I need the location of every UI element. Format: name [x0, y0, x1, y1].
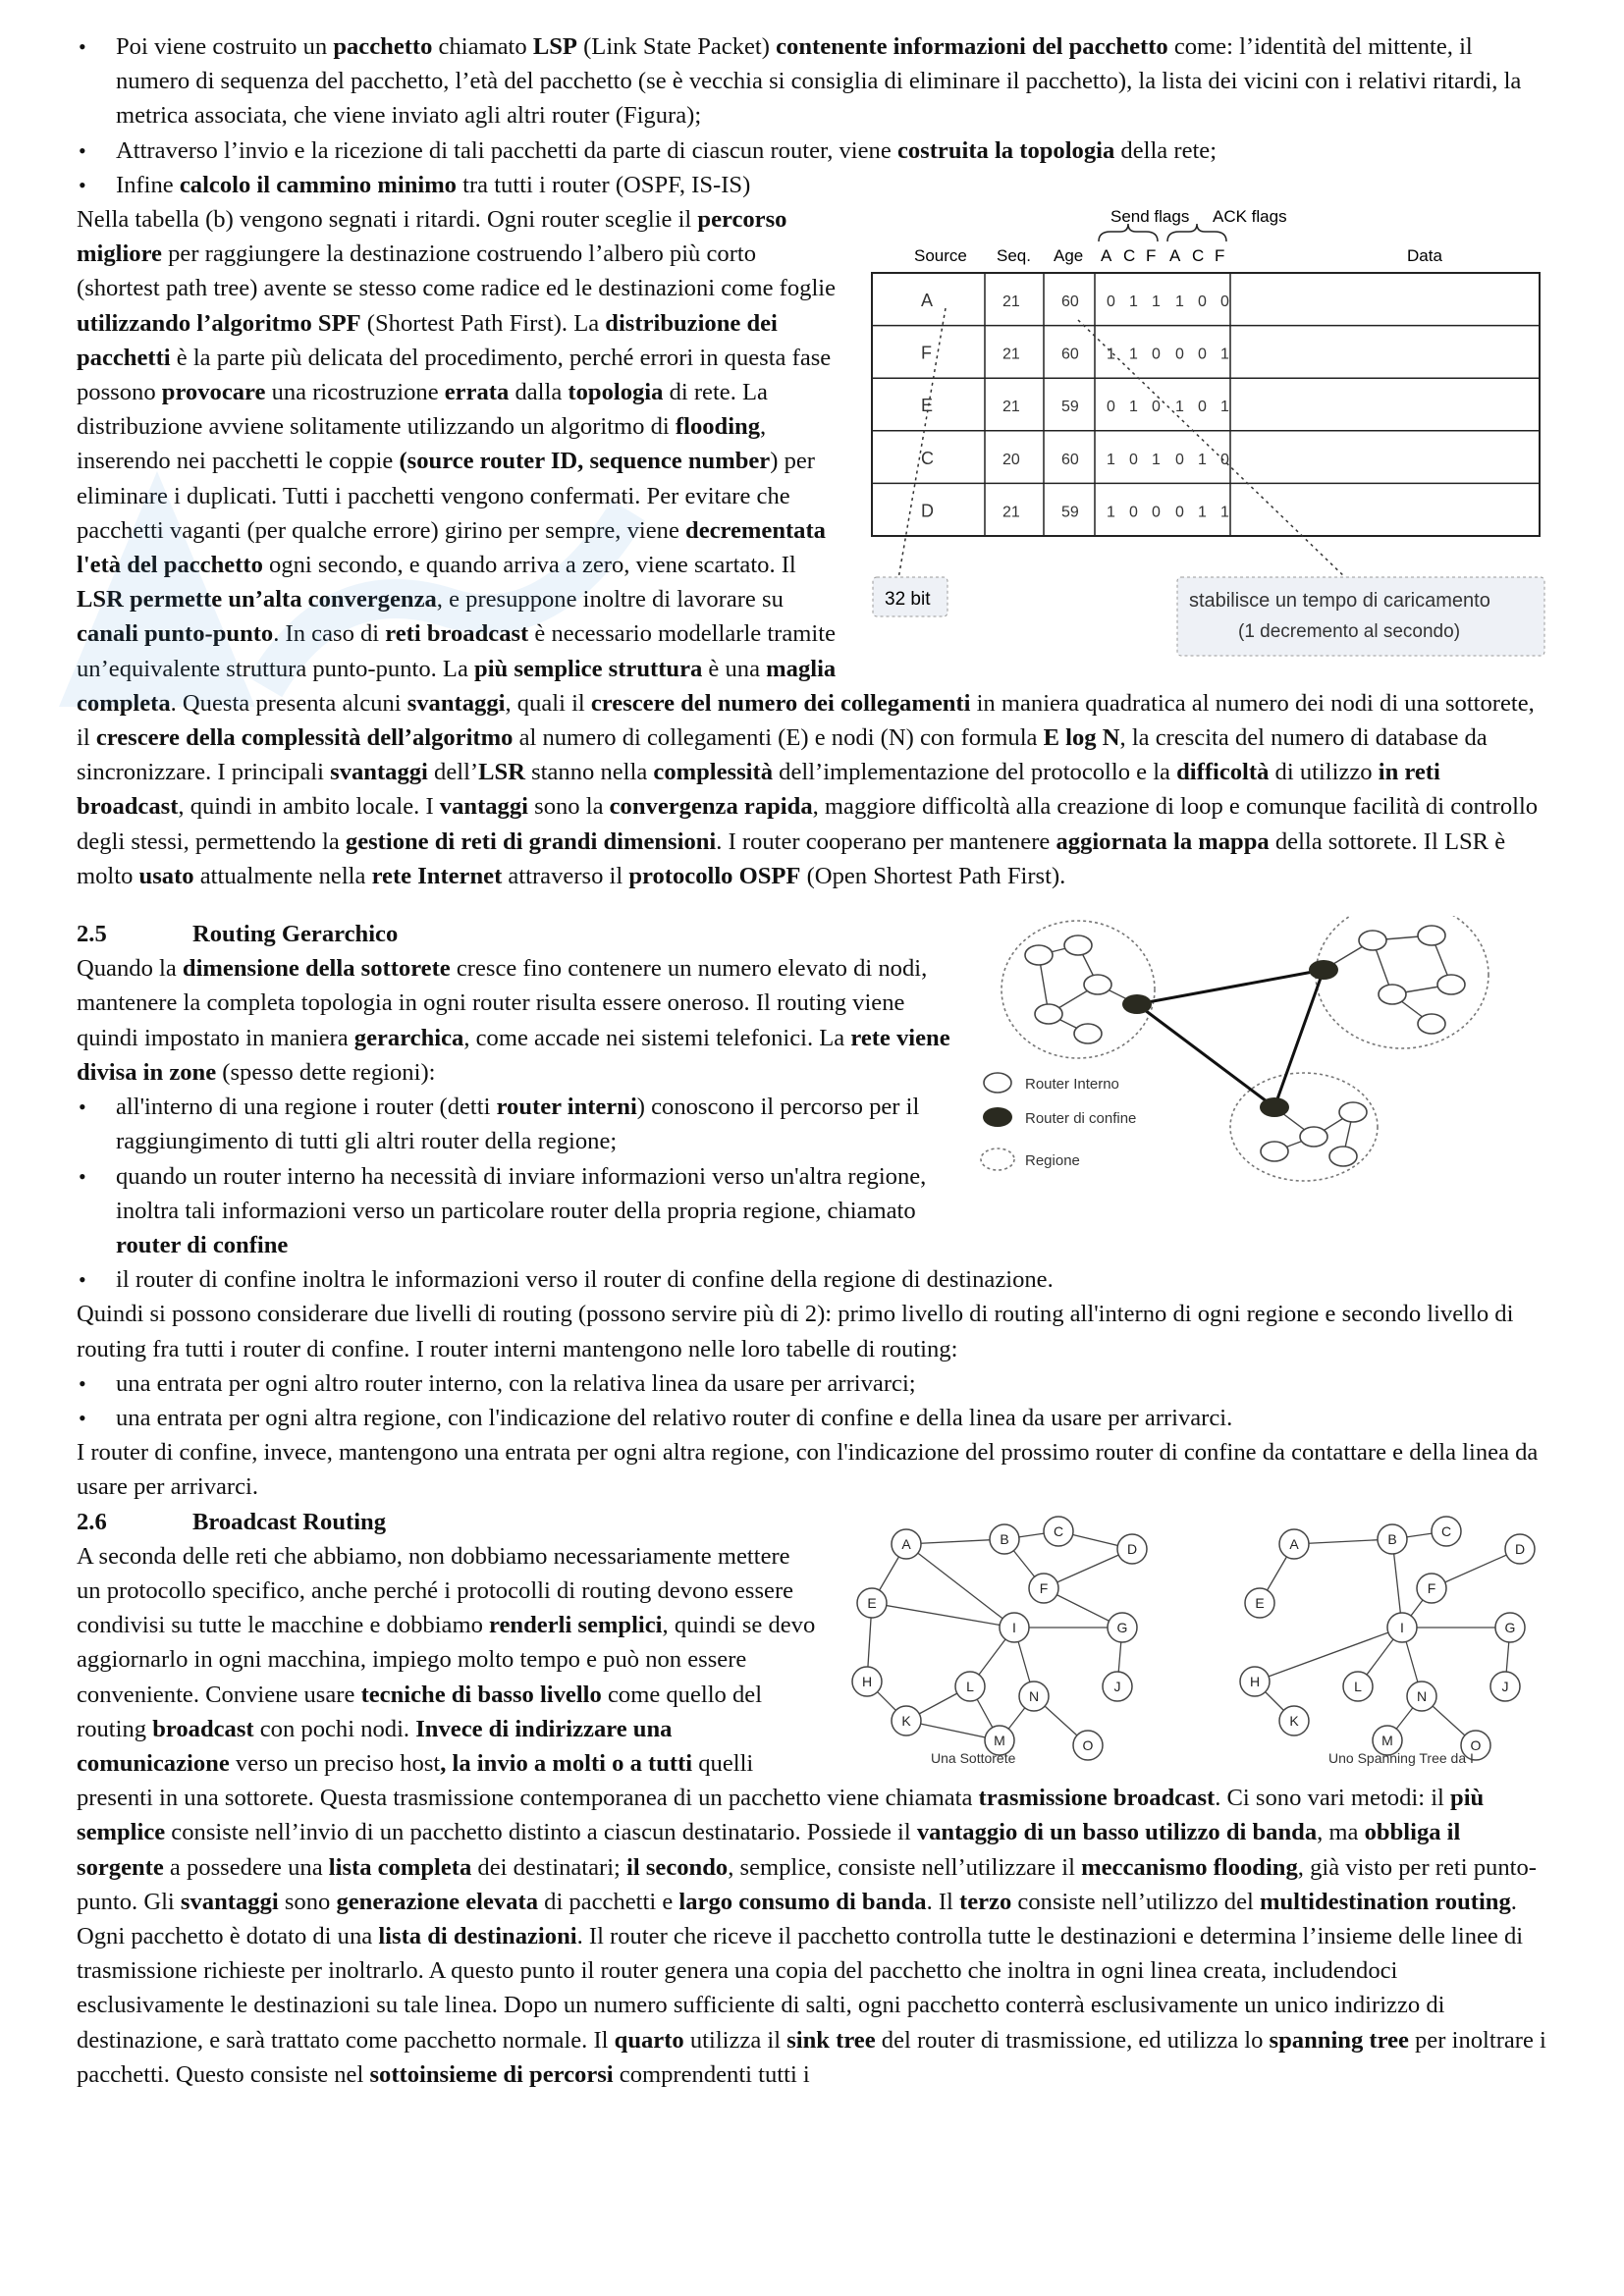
graph-node-label: K: [1289, 1712, 1299, 1729]
text-run: ogni secondo, e quando arriva a zero, viene scartato. Il: [262, 552, 796, 579]
graph-node-label: J: [1501, 1678, 1509, 1694]
text-run: come: l’identità del mittente, il numero di sequenza del pacchetto, l’età del pacchetto (se è vecchia si consiglia di eliminare il pacchetto), la lista dei vicini con i relativi ritardi, la metrica associata, che viene inviato agli altri router (Figura);: [116, 33, 1522, 130]
bold-run: rete Internet: [371, 862, 503, 889]
text-run: . Ci sono vari metodi: il: [1215, 1785, 1451, 1812]
bold-run: router di confine: [116, 1231, 289, 1258]
bold-run: canali punto-punto: [77, 620, 274, 648]
bold-run: tecniche di basso livello: [360, 1681, 602, 1708]
graph-node-label: F: [1039, 1579, 1049, 1596]
header-age: Age: [1054, 246, 1084, 266]
text-run: consiste nell’utilizzo del: [1011, 1888, 1260, 1915]
text-run: attualmente nella: [193, 862, 372, 889]
bold-run: complessità: [653, 759, 773, 786]
header-seq: Seq.: [997, 246, 1031, 266]
bold-run: costruita la topologia: [896, 136, 1115, 164]
text-run: all'interno di una regione i router (detti: [116, 1094, 497, 1121]
text-run: della sottorete. Il LSR è molto: [77, 828, 1506, 889]
bold-run: svantaggi: [406, 689, 506, 717]
table-cell: 0: [1129, 451, 1138, 468]
table-row: [872, 378, 1540, 415]
table-cell: 60: [1061, 346, 1079, 363]
table-cell: 0: [1198, 346, 1207, 363]
bold-run: maglia completa: [77, 655, 837, 717]
list-item: [77, 1262, 1549, 1297]
table-cell: 1: [1198, 451, 1207, 468]
lsp-table-body: [872, 273, 1540, 536]
text-run: A seconda delle reti che abbiamo, non dobbiamo necessariamente mettere un protocollo specifico, anche perché i protocolli di routing devono essere condivisi su tutte le macchine e dobbiamo: [77, 1542, 794, 1639]
caption-sottorete: Una Sottorete: [931, 1749, 1016, 1766]
table-cell: 21: [1002, 399, 1020, 416]
table-cell: 0: [1107, 399, 1115, 416]
table-cell: F: [921, 343, 932, 363]
bold-run: meccanismo flooding: [1081, 1853, 1298, 1881]
bold-run: router interni: [496, 1094, 637, 1121]
header-data: Data: [1407, 246, 1442, 266]
text-run: del router di trasmissione, ed utilizza lo: [875, 2026, 1270, 2054]
text-run: , quindi se devo aggiornarlo in ogni macchina, impiego molto tempo e può non essere conveniente. Conviene usare: [77, 1612, 816, 1708]
graph-node-label: N: [1416, 1687, 1428, 1704]
table-cell: 21: [1002, 346, 1020, 363]
bold-run: convergenza rapida: [609, 793, 813, 821]
table-cell: 0: [1198, 399, 1207, 416]
text-run: ) conoscono il percorso per il raggiungimento di tutti gli altri router della regione;: [116, 1094, 920, 1155]
text-run: . Questa presenta alcuni: [170, 689, 407, 717]
text-run: , la crescita del numero di database da sincronizzare. I principali: [77, 724, 1488, 786]
graph-node-label: B: [1387, 1530, 1397, 1547]
text-run: con pochi nodi.: [253, 1715, 416, 1742]
text-run: Nella tabella (b) vengono segnati i ritardi. Ogni router sceglie il: [77, 206, 698, 234]
bold-run: il secondo: [626, 1853, 729, 1881]
text-run: , ma: [1317, 1819, 1365, 1846]
header-send-a: A: [1101, 246, 1112, 266]
table-row: [872, 431, 1540, 468]
text-run: tra tutti i router (OSPF, IS-IS): [456, 171, 751, 198]
table-cell: 0: [1220, 451, 1229, 468]
text-run: di utilizzo: [1269, 759, 1379, 786]
text-run: dalla: [509, 379, 568, 406]
section-2-5-table-list: [77, 1366, 1549, 1435]
bold-run: vantaggi: [439, 793, 528, 821]
bold-run: crescere del numero dei collegamenti: [590, 689, 971, 717]
bold-run: gerarchica: [353, 1024, 464, 1051]
bold-run: largo consumo di banda: [678, 1888, 927, 1915]
graph-node-label: H: [861, 1673, 873, 1689]
bold-run: pacchetto: [333, 33, 433, 60]
document-page: [77, 29, 1549, 2092]
text-run: (Shortest Path First). La: [360, 309, 606, 337]
header-send-c: C: [1123, 246, 1136, 266]
bold-run: topologia: [568, 379, 664, 406]
text-run: (Link State Packet): [576, 33, 777, 60]
graph-node-label: I: [1400, 1619, 1404, 1635]
table-cell: A: [921, 291, 934, 311]
bold-run: in reti broadcast: [77, 759, 1440, 821]
text-run: consiste nell’invio di un pacchetto distinto a ciascun destinatario. Possiede il: [165, 1819, 917, 1846]
table-cell: 1: [1129, 399, 1138, 416]
legend-router-confine: Router di confine: [1025, 1110, 1137, 1128]
bold-run: percorso migliore: [77, 206, 787, 268]
graph-node-label: L: [1354, 1678, 1362, 1694]
text-run: verso un preciso host: [229, 1749, 441, 1777]
table-cell: 1: [1175, 399, 1184, 416]
text-run: comprendenti tutti i: [613, 2060, 810, 2088]
bold-run: dimensione della sottorete: [182, 955, 451, 983]
text-run: Poi viene costruito un: [116, 33, 334, 60]
bold-run: svantaggi: [180, 1888, 279, 1915]
graph-node-label: G: [1504, 1619, 1516, 1635]
bold-run: crescere della complessità dell’algoritmo: [95, 724, 514, 752]
table-cell: 21: [1002, 294, 1020, 311]
bold-run: quarto: [614, 2026, 684, 2054]
graph-node-label: J: [1113, 1678, 1121, 1694]
table-cell: 21: [1002, 504, 1020, 521]
table-cell: 1: [1198, 504, 1207, 521]
text-run: , maggiore difficoltà alla creazione di loop e comunque facilità di controllo degli stessi, permettendo la: [77, 793, 1539, 855]
bold-run: più semplice: [77, 1785, 1485, 1846]
bold-run: broadcast: [152, 1715, 254, 1742]
text-run: cresce fino contenere un numero elevato di nodi, mantenere la completa topologia in ogni router risulta essere oneroso. Il routing viene quindi impostato in maniera: [77, 955, 928, 1051]
header-source: Source: [914, 246, 967, 266]
section-title: Routing Gerarchico: [192, 921, 399, 948]
header-ack-a: A: [1169, 246, 1181, 266]
text-run: (Open Shortest Path First).: [800, 862, 1066, 889]
graph-edge: [872, 1603, 1014, 1628]
graph-node-label: A: [1289, 1535, 1299, 1552]
text-run: . Il: [926, 1888, 960, 1915]
graph-node-label: B: [1000, 1530, 1009, 1547]
graph-node-label: D: [1126, 1540, 1138, 1557]
graph-node-label: E: [867, 1594, 877, 1611]
text-run: stanno nella: [524, 759, 654, 786]
text-run: a possedere una: [163, 1853, 329, 1881]
graph-node-label: M: [994, 1732, 1005, 1748]
graph-node-label: O: [1082, 1736, 1094, 1753]
text-run: una ricostruzione: [265, 379, 445, 406]
table-cell: 0: [1175, 504, 1184, 521]
text-run: della rete;: [1114, 136, 1218, 164]
table-cell: 1: [1107, 504, 1115, 521]
text-run: per inoltrare i pacchetti. Questo consiste nel: [77, 2026, 1546, 2088]
list-item: [77, 29, 1549, 133]
table-cell: 1: [1129, 346, 1138, 363]
note-caricamento: stabilisce un tempo di caricamento: [1189, 590, 1490, 613]
table-row: [921, 291, 1229, 310]
table-cell: 59: [1061, 504, 1079, 521]
table-row: [872, 326, 1540, 363]
text-run: per raggiungere la destinazione costruendo l’albero più corto (shortest path tree) avente se stesso come radice ed le destinazioni come foglie: [77, 240, 837, 302]
bold-run: Invece di indirizzare una comunicazione: [77, 1715, 673, 1777]
text-run: è una: [702, 655, 767, 682]
section-number: 2.5: [77, 921, 107, 948]
section-title: Broadcast Routing: [192, 1508, 387, 1535]
table-cell: 0: [1152, 399, 1161, 416]
ack-flags-label: ACK flags: [1213, 207, 1287, 227]
section-number: 2.6: [77, 1508, 107, 1535]
graph-node-label: G: [1116, 1619, 1128, 1635]
table-cell: 0: [1129, 504, 1138, 521]
bold-run: sink tree: [786, 2026, 876, 2054]
header-ack-f: F: [1215, 246, 1225, 266]
table-cell: 20: [1002, 451, 1020, 468]
text-run: . In caso di: [273, 620, 386, 648]
graph-node-label: E: [1255, 1594, 1265, 1611]
bold-run: multidestination routing: [1259, 1888, 1511, 1915]
text-run: . Ogni pacchetto è dotato di una: [77, 1888, 1517, 1949]
text-run: , e presuppone inoltre di lavorare su: [436, 586, 784, 614]
bold-run: E log N: [1043, 724, 1120, 752]
graph-edge: [1255, 1628, 1402, 1682]
section-2-5-list: [77, 1090, 1549, 1297]
text-run: dell’: [427, 759, 479, 786]
bold-run: trasmissione broadcast: [978, 1785, 1216, 1812]
table-cell: 0: [1220, 294, 1229, 311]
list-item: • una entrata per ogni altro router interno, con la relativa linea da usare per arrivarci;: [77, 1366, 1549, 1401]
bold-run: distribuzione dei pacchetti: [77, 309, 778, 371]
bold-run: sottoinsieme di percorsi: [369, 2060, 614, 2088]
bold-run: più semplice struttura: [474, 655, 703, 682]
graph-node-label: D: [1514, 1540, 1526, 1557]
graph-node-label: I: [1012, 1619, 1016, 1635]
bold-run: LSR permette un’alta convergenza: [77, 586, 437, 614]
section-2-5-paragraph: Quindi si possono considerare due livelli di routing (possono servire più di 2): primo livello di routing all'interno di ogni regione e secondo livello di routing fra tutti i router di confine. I router interni mantengono nelle loro tabelle di routing:: [77, 1301, 1514, 1362]
text-run: , semplice, consiste nell’utilizzare il: [728, 1853, 1082, 1881]
graph-node-label: N: [1028, 1687, 1040, 1704]
bold-run: aggiornata la mappa: [1056, 828, 1270, 855]
table-cell: 1: [1129, 294, 1138, 311]
text-run: in maniera quadratica al numero dei nodi di una sottorete, il: [77, 689, 1535, 752]
subnet-graph: [852, 1517, 1147, 1760]
text-run: Infine: [116, 171, 180, 198]
bold-run: errata: [444, 379, 510, 406]
bold-run: calcolo il cammino minimo: [179, 171, 457, 198]
text-run: Attraverso l’invio e la ricezione di tali pacchetti da parte di ciascun router, viene: [116, 136, 897, 164]
text-run: chiamato: [432, 33, 533, 60]
list-item: [77, 133, 1549, 168]
text-run: è necessario modellarle tramite un’equivalente struttura punto-punto. La: [77, 620, 836, 682]
table-cell: 0: [1175, 346, 1184, 363]
text-run: (spesso dette regioni):: [216, 1058, 436, 1086]
bold-run: flooding: [675, 413, 761, 441]
broadcast-graphs-figure: [838, 1510, 1549, 1770]
note-decremento: (1 decremento al secondo): [1238, 621, 1461, 643]
table-cell: 60: [1061, 294, 1079, 311]
table-cell: 1: [1220, 346, 1229, 363]
table-cell: E: [921, 396, 934, 416]
graph-node-label: C: [1440, 1522, 1452, 1539]
text-run: . I router cooperano per mantenere: [716, 828, 1056, 855]
text-run: come quello del routing: [77, 1681, 763, 1742]
bold-run: lista di destinazioni: [378, 1922, 577, 1949]
bold-run: decrementata l'età del pacchetto: [77, 516, 826, 579]
table-cell: 60: [1061, 451, 1079, 468]
lsp-packet-figure: [867, 202, 1549, 668]
text-run: al numero di collegamenti (E) e nodi (N) con formula: [513, 724, 1044, 752]
graph-node-label: A: [901, 1535, 911, 1552]
graph-node-label: O: [1470, 1736, 1482, 1753]
bold-run: , la invio a molti o a tutti: [440, 1749, 693, 1777]
table-cell: D: [921, 501, 934, 521]
legend-regione: Regione: [1025, 1152, 1080, 1170]
list-item: [77, 1090, 1549, 1158]
text-run: , inserendo nei pacchetti le coppie: [77, 413, 767, 475]
table-cell: 1: [1152, 294, 1161, 311]
text-run: quando un router interno ha necessità di inviare informazioni verso un'altra regione, inoltra tali informazioni verso un particolare router della propria regione, chiamato: [116, 1162, 927, 1224]
bold-run: spanning tree: [1269, 2026, 1409, 2054]
list-item: [77, 1159, 1549, 1263]
table-cell: 1: [1107, 346, 1115, 363]
text-run: , come accade nei sistemi telefonici. La: [463, 1024, 851, 1051]
text-run: attraverso il: [502, 862, 629, 889]
spanning-tree-graph: [1240, 1517, 1535, 1760]
table-cell: 0: [1107, 294, 1115, 311]
table-cell: 1: [1175, 294, 1184, 311]
bold-run: difficoltà: [1176, 759, 1270, 786]
graph-node-label: H: [1249, 1673, 1261, 1689]
bold-run: svantaggi: [330, 759, 428, 786]
bold-run: vantaggio di un basso utilizzo di banda: [916, 1819, 1318, 1846]
table-cell: 0: [1175, 451, 1184, 468]
bold-run: terzo: [959, 1888, 1012, 1915]
table-cell: 0: [1198, 294, 1207, 311]
bold-run: reti broadcast: [385, 620, 529, 648]
bold-run: contenente informazioni del pacchetto: [776, 33, 1168, 60]
bold-run: rete viene divisa in zone: [77, 1024, 950, 1086]
list-item: • una entrata per ogni altra regione, con l'indicazione del relativo router di confine e della linea da usare per arrivarci.: [77, 1401, 1549, 1435]
list-item: [77, 168, 1549, 202]
text-run: , quindi in ambito locale. I: [178, 793, 440, 821]
text-run: sono: [278, 1888, 337, 1915]
table-cell: 59: [1061, 399, 1079, 416]
bold-run: lista completa: [328, 1853, 472, 1881]
section-2-5-closing: I router di confine, invece, mantengono una entrata per ogni altra regione, con l'indicazione del prossimo router di confine da contattare e della linea da usare per arrivarci.: [77, 1439, 1539, 1501]
table-cell: 0: [1152, 504, 1161, 521]
text-run: Quando la: [77, 955, 183, 983]
bold-run: usato: [138, 862, 194, 889]
graph-node-label: K: [901, 1712, 911, 1729]
text-run: utilizza il: [683, 2026, 787, 2054]
bold-run: (source router ID, sequence number: [399, 448, 771, 475]
text-run: di pacchetti e: [538, 1888, 679, 1915]
bold-run: gestione di reti di grandi dimensioni: [345, 828, 717, 855]
table-cell: 1: [1220, 399, 1229, 416]
bold-run: protocollo OSPF: [628, 862, 801, 889]
legend-router-interno: Router Interno: [1025, 1076, 1119, 1094]
bold-run: LSR: [478, 759, 525, 786]
graph-edge: [906, 1544, 1014, 1628]
bold-run: utilizzando l’algoritmo SPF: [77, 309, 361, 337]
table-cell: C: [921, 448, 934, 468]
table-row: [872, 483, 1540, 520]
text-run: , quali il: [505, 689, 591, 717]
graph-node-label: L: [966, 1678, 974, 1694]
label-32-bit: 32 bit: [885, 589, 931, 611]
graph-node-label: F: [1427, 1579, 1436, 1596]
graph-node-label: C: [1053, 1522, 1064, 1539]
bold-run: obbliga il sorgente: [77, 1819, 1461, 1881]
caption-spanning-tree: Uno Spanning Tree da I: [1328, 1749, 1474, 1766]
text-run: , già visto per reti punto-punto. Gli: [77, 1853, 1537, 1915]
text-run: è la parte più delicata del procedimento, perché errori in questa fase possono: [77, 344, 832, 406]
text-run: ) per eliminare i duplicati. Tutti i pacchetti vengono confermati. Per evitare che pacchetti vaganti (per qualche errore) girino per sempre, viene: [77, 448, 815, 544]
lsr-steps-list: [77, 29, 1549, 202]
bold-run: LSP: [532, 33, 577, 60]
text-run: il router di confine inoltra le informazioni verso il router di confine della regione di destinazione.: [116, 1266, 1054, 1294]
text-run: quelli presenti in una sottorete. Questa trasmissione contemporanea di un pacchetto viene chiamata: [77, 1749, 979, 1812]
header-ack-c: C: [1192, 246, 1205, 266]
table-cell: 0: [1152, 346, 1161, 363]
table-cell: 1: [1152, 451, 1161, 468]
text-run: dell’implementazione del protocollo e la: [773, 759, 1177, 786]
text-run: . Il router che riceve il pacchetto controlla tutte le destinazioni e determina l’insieme delle linee di trasmissione richieste per inoltrarlo. A questo punto il router genera una copia del pacchetto che inoltra in ogni linea creata, includendoci esclusivamente le destinazioni su tale linea. Dopo un numero sufficiente di salti, ogni pacchetto conterrà esclusivamente un unico indirizzo di destinazione, e sarà trattato come pacchetto normale. Il: [77, 1922, 1524, 2054]
text-run: sono la: [527, 793, 610, 821]
header-send-f: F: [1146, 246, 1157, 266]
send-flags-label: Send flags: [1110, 207, 1190, 227]
graph-node-label: M: [1381, 1732, 1393, 1748]
bold-run: renderli semplici: [489, 1612, 663, 1639]
bold-run: generazione elevata: [336, 1888, 538, 1915]
table-cell: 1: [1107, 451, 1115, 468]
text-run: di rete. La distribuzione avviene solitamente utilizzando un algoritmo di: [77, 379, 768, 441]
table-cell: 1: [1220, 504, 1229, 521]
text-run: dei destinatari;: [471, 1853, 627, 1881]
bold-run: provocare: [161, 379, 266, 406]
